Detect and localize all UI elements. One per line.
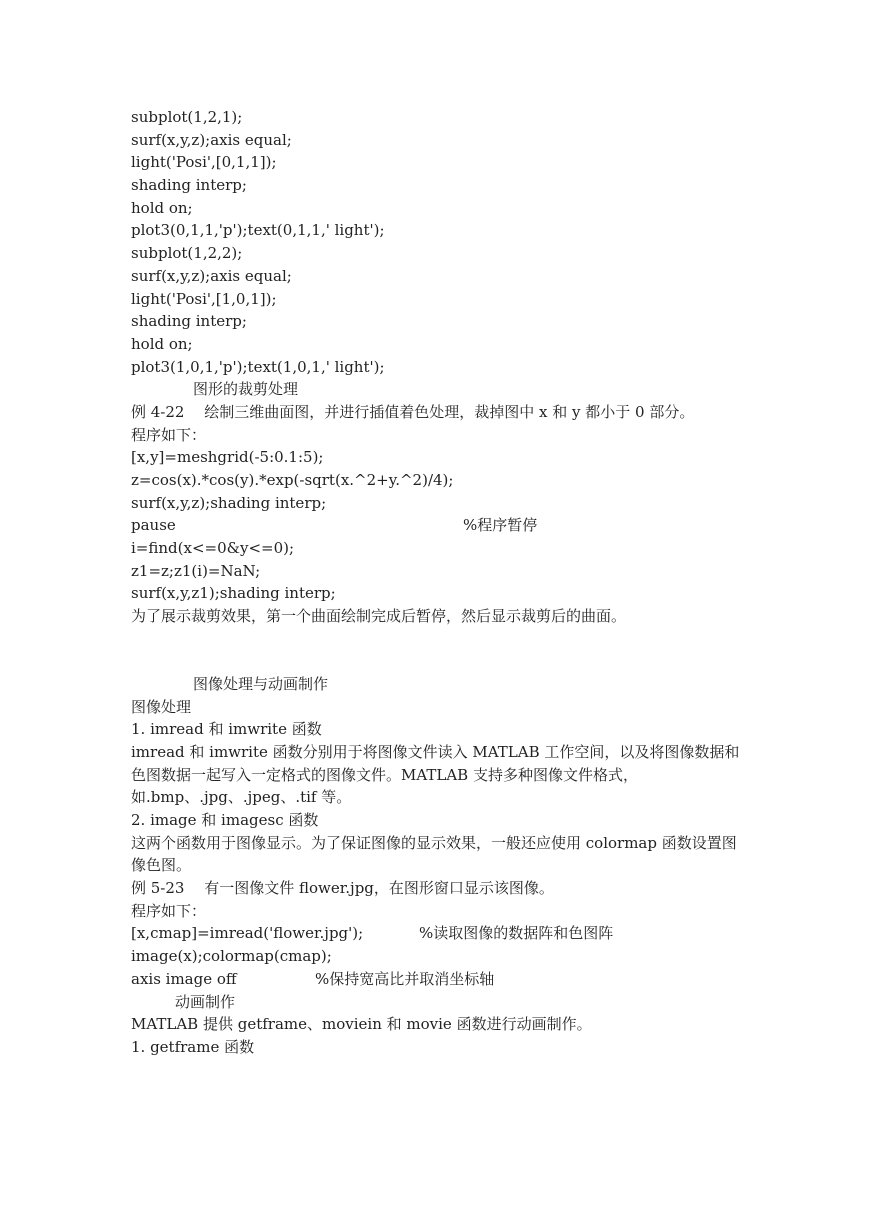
spacer [131, 628, 751, 673]
example-4-22: 例 4-22 绘制三维曲面图，并进行插值着色处理，裁掉图中 x 和 y 都小于 0 部分。 [131, 402, 695, 421]
code-text: pause [131, 516, 176, 535]
code-line: hold on; [131, 334, 193, 353]
example-5-23: 例 5-23 有一图像文件 flower.jpg，在图形窗口显示该图像。 [131, 879, 554, 898]
code-text: axis image off [131, 969, 237, 988]
sub-heading-image-processing: 图像处理 [131, 697, 192, 716]
section-heading-animation: 动画制作 [175, 992, 236, 1011]
code-line: image(x);colormap(cmap); [131, 947, 332, 966]
code-comment: %读取图像的数据阵和色图阵 [419, 924, 614, 943]
section-image [131, 673, 751, 991]
section-clip [131, 378, 751, 628]
code-line-pause [131, 514, 751, 537]
section-heading-clip: 图形的裁剪处理 [193, 380, 299, 399]
paragraph-imread: imread 和 imwrite 函数分别用于将图像文件读入 MATLAB 工作空间，以及将图像数据和色图数据一起写入一定格式的图像文件。MATLAB 支持多种图像文件格式，如.bmp、.jpg、.jpeg、.tif 等。 [131, 742, 740, 807]
code-line: light('Posi',[0,1,1]); [131, 153, 277, 172]
code-line: i=find(x<=0&y<=0); [131, 539, 295, 558]
document-page [131, 106, 751, 1059]
code-text: [x,cmap]=imread('flower.jpg'); [131, 924, 364, 943]
code-line: hold on; [131, 198, 193, 217]
item-title-getframe: 1. getframe 函数 [131, 1037, 255, 1056]
code-block-light [131, 106, 751, 378]
code-line: plot3(1,0,1,'p');text(1,0,1,' light'); [131, 357, 385, 376]
code-line: surf(x,y,z);shading interp; [131, 493, 327, 512]
clip-note: 为了展示裁剪效果，第一个曲面绘制完成后暂停，然后显示裁剪后的曲面。 [131, 607, 627, 626]
code-line: plot3(0,1,1,'p');text(0,1,1,' light'); [131, 221, 385, 240]
item-title-image: 2. image 和 imagesc 函数 [131, 811, 319, 829]
code-line: [x,y]=meshgrid(-5:0.1:5); [131, 448, 324, 467]
code-line: z=cos(x).*cos(y).*exp(-sqrt(x.^2+y.^2)/4); [131, 471, 454, 490]
code-comment: %保持宽高比并取消坐标轴 [315, 969, 495, 988]
program-label: 程序如下： [131, 901, 207, 920]
code-line: subplot(1,2,1); [131, 108, 243, 126]
section-heading-image: 图像处理与动画制作 [193, 674, 329, 693]
paragraph-animation: MATLAB 提供 getframe、moviein 和 movie 函数进行动画制作。 [131, 1015, 592, 1034]
section-animation [131, 991, 751, 1059]
program-label: 程序如下： [131, 425, 207, 444]
code-comment: %程序暂停 [463, 516, 538, 535]
code-line: shading interp; [131, 176, 247, 195]
code-line-axis [131, 968, 751, 991]
code-line: surf(x,y,z1);shading interp; [131, 584, 336, 603]
item-title-imread: 1. imread 和 imwrite 函数 [131, 720, 322, 739]
code-line: light('Posi',[1,0,1]); [131, 289, 277, 308]
paragraph-image: 这两个函数用于图像显示。为了保证图像的显示效果，一般还应使用 colormap 函数设置图像色图。 [131, 833, 737, 875]
code-line: surf(x,y,z);axis equal; [131, 130, 292, 149]
code-line: shading interp; [131, 312, 247, 331]
code-line: z1=z;z1(i)=NaN; [131, 561, 261, 580]
code-line: surf(x,y,z);axis equal; [131, 266, 292, 285]
code-line: subplot(1,2,2); [131, 244, 243, 263]
code-line-imread [131, 922, 751, 945]
